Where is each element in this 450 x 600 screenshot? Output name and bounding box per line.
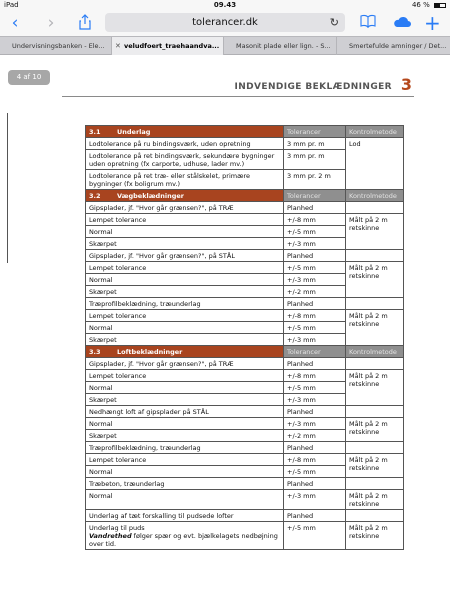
- control-method: Målt på 2 m retskinne: [346, 370, 404, 406]
- section-title-cell: 3.2 Vægbeklædninger: [86, 190, 284, 202]
- planhed-label: Planhed: [284, 406, 346, 418]
- group-header-row: [86, 358, 404, 370]
- group-header-row: [86, 202, 404, 214]
- tolerance-value: +/-8 mm: [284, 310, 346, 322]
- table-row: [86, 370, 404, 382]
- row-label: Normal: [86, 322, 284, 334]
- section-header-row: [86, 126, 404, 138]
- tab-label: veludfoert_traehaandva...: [124, 42, 220, 50]
- table-row: [86, 214, 404, 226]
- empty-cell: [346, 358, 404, 370]
- row-label: Gipsplader, jf. "Hvor går grænsen?", på TRÆ: [86, 358, 284, 370]
- section-header-row: [86, 190, 404, 202]
- planhed-label: Planhed: [284, 478, 346, 490]
- tab-label: Smertefulde amninger / Det...: [349, 42, 447, 50]
- empty-cell: [346, 406, 404, 418]
- group-header-row: [86, 298, 404, 310]
- row-label: Normal: [86, 274, 284, 286]
- empty-cell: [346, 250, 404, 262]
- planhed-label: Planhed: [284, 442, 346, 454]
- planhed-label: Planhed: [284, 250, 346, 262]
- share-icon[interactable]: [78, 14, 92, 32]
- row-label: Lempet tolerance: [86, 370, 284, 382]
- tab-veludfoert[interactable]: [112, 37, 224, 55]
- row-label: Normal: [86, 226, 284, 238]
- row-label: Lodtolerance på ret træ- eller stålskelet, primære bygninger (fx boligrum mv.): [86, 170, 284, 190]
- control-method: Målt på 2 m retskinne: [346, 310, 404, 346]
- tolerance-value: +/-3 mm: [284, 238, 346, 250]
- tolerance-value: +/-5 mm: [284, 466, 346, 478]
- previous-page-edge[interactable]: [0, 113, 8, 263]
- tolerance-value: +/-3 mm: [284, 490, 346, 510]
- row-label: Skærpet: [86, 334, 284, 346]
- tolerance-table: [85, 125, 404, 550]
- bookmarks-icon[interactable]: [360, 14, 376, 32]
- row-label: Normal: [86, 490, 284, 510]
- tolerance-value: +/-5 mm: [284, 382, 346, 394]
- planhed-label: Planhed: [284, 298, 346, 310]
- tolerance-value: 3 mm pr. m: [284, 138, 346, 150]
- row-label: Skærpet: [86, 430, 284, 442]
- tab-bar: [0, 36, 450, 55]
- tab-undervisningsbanken[interactable]: [0, 37, 112, 55]
- row-label: Lodtolerance på ru bindingsværk, uden opretning: [86, 138, 284, 150]
- tolerance-value: +/-5 mm: [284, 262, 346, 274]
- tolerance-value: +/-5 mm: [284, 322, 346, 334]
- group-header-row: [86, 510, 404, 522]
- row-label: Normal: [86, 466, 284, 478]
- tab-smertefulde[interactable]: [337, 37, 450, 55]
- tolerance-value: +/-2 mm: [284, 286, 346, 298]
- control-method: Målt på 2 m retskinne: [346, 454, 404, 478]
- planhed-label: Planhed: [284, 358, 346, 370]
- column-header-kontrolmetode: Kontrolmetode: [346, 346, 404, 358]
- tolerance-value: 3 mm pr. m: [284, 150, 346, 170]
- chapter-heading: [62, 75, 414, 97]
- tolerance-value: +/-8 mm: [284, 214, 346, 226]
- tolerance-value: +/-2 mm: [284, 430, 346, 442]
- battery-icon: [434, 3, 446, 8]
- tolerance-value: +/-8 mm: [284, 370, 346, 382]
- table-row: [86, 418, 404, 430]
- close-tab-icon[interactable]: ✕: [115, 42, 121, 50]
- row-label: Underlag af tæt forskalling til pudsede lofter: [86, 510, 284, 522]
- tolerance-value: +/-3 mm: [284, 334, 346, 346]
- empty-cell: [346, 510, 404, 522]
- control-method: Målt på 2 m retskinne: [346, 490, 404, 510]
- tab-label: Undervisningsbanken - Ele...: [12, 42, 105, 50]
- control-method: Målt på 2 m retskinne: [346, 418, 404, 442]
- group-header-row: [86, 250, 404, 262]
- browser-toolbar: [0, 10, 450, 36]
- table-row: [86, 454, 404, 466]
- row-label: Gipsplader, jf. "Hvor går grænsen?", på TRÆ: [86, 202, 284, 214]
- section-title-cell: 3.1 Underlag: [86, 126, 284, 138]
- table-row: [86, 138, 404, 150]
- group-header-row: [86, 442, 404, 454]
- empty-cell: [346, 298, 404, 310]
- group-header-row: [86, 406, 404, 418]
- tolerance-value: +/-3 mm: [284, 418, 346, 430]
- control-method: Lod: [346, 138, 404, 190]
- column-header-tolerancer: Tolerancer: [284, 346, 346, 358]
- row-label: Lodtolerance på ret bindingsværk, sekundære bygninger uden opretning (fx carporte, udhuse, lader mv.): [86, 150, 284, 170]
- url-text: tolerancer.dk: [192, 17, 258, 28]
- row-label: Træbeton, træunderlag: [86, 478, 284, 490]
- row-label: Nedhængt loft af gipsplader på STÅL: [86, 406, 284, 418]
- row-label: Lempet tolerance: [86, 214, 284, 226]
- column-header-tolerancer: Tolerancer: [284, 190, 346, 202]
- battery-label: 46 %: [411, 1, 430, 9]
- row-label: Lempet tolerance: [86, 310, 284, 322]
- table-row: [86, 262, 404, 274]
- pdf-page: [0, 55, 450, 600]
- tolerance-value: +/-3 mm: [284, 274, 346, 286]
- table-row: [86, 310, 404, 322]
- column-header-kontrolmetode: Kontrolmetode: [346, 126, 404, 138]
- planhed-label: Planhed: [284, 510, 346, 522]
- row-label: Skærpet: [86, 394, 284, 406]
- control-method: Målt på 2 m retskinne: [346, 522, 404, 550]
- tolerance-value: +/-5 mm: [284, 522, 346, 550]
- chapter-title: INDVENDIGE BEKLÆDNINGER: [234, 82, 392, 92]
- column-header-tolerancer: Tolerancer: [284, 126, 346, 138]
- row-label: Normal: [86, 418, 284, 430]
- tab-label: Masonit plade eller lign. - S...: [236, 42, 331, 50]
- row-label: Skærpet: [86, 238, 284, 250]
- device-name: iPad: [4, 1, 19, 9]
- planhed-label: Planhed: [284, 202, 346, 214]
- row-label: Normal: [86, 382, 284, 394]
- row-label: Skærpet: [86, 286, 284, 298]
- back-icon[interactable]: ‹: [11, 13, 19, 33]
- row-label: Træprofilbeklædning, træunderlag: [86, 442, 284, 454]
- tab-masonit[interactable]: [224, 37, 337, 55]
- tolerance-value: 3 mm pr. 2 m: [284, 170, 346, 190]
- clock: 09.43: [213, 1, 237, 9]
- row-label: Gipsplader, jf. "Hvor går grænsen?", på STÅL: [86, 250, 284, 262]
- table-row: [86, 490, 404, 510]
- forward-icon[interactable]: ›: [47, 13, 55, 33]
- empty-cell: [346, 202, 404, 214]
- battery-status: [412, 1, 446, 9]
- row-label: Lempet tolerance: [86, 454, 284, 466]
- tolerance-value: +/-8 mm: [284, 454, 346, 466]
- control-method: Målt på 2 m retskinne: [346, 262, 404, 298]
- pdf-viewer[interactable]: [0, 55, 450, 600]
- column-header-kontrolmetode: Kontrolmetode: [346, 190, 404, 202]
- tolerance-value: +/-3 mm: [284, 394, 346, 406]
- cloud-tabs-icon[interactable]: [392, 14, 412, 32]
- control-method: Målt på 2 m retskinne: [346, 214, 404, 250]
- table-row: [86, 522, 404, 550]
- section-header-row: [86, 346, 404, 358]
- page-indicator: 4 af 10: [8, 70, 50, 85]
- empty-cell: [346, 478, 404, 490]
- status-bar: [0, 0, 450, 10]
- address-bar[interactable]: [105, 13, 345, 32]
- new-tab-icon[interactable]: +: [424, 11, 441, 35]
- group-header-row: [86, 478, 404, 490]
- tolerance-value: +/-5 mm: [284, 226, 346, 238]
- reload-icon[interactable]: ↻: [329, 16, 339, 29]
- row-label: Lempet tolerance: [86, 262, 284, 274]
- row-label: Træprofilbeklædning, træunderlag: [86, 298, 284, 310]
- empty-cell: [346, 442, 404, 454]
- row-label: Underlag til puds Vandrethed følger spær og evt. bjælkelagets nedbøjning over tid.: [86, 522, 284, 550]
- section-title-cell: 3.3 Loftbeklædninger: [86, 346, 284, 358]
- chapter-number: 3: [400, 75, 412, 94]
